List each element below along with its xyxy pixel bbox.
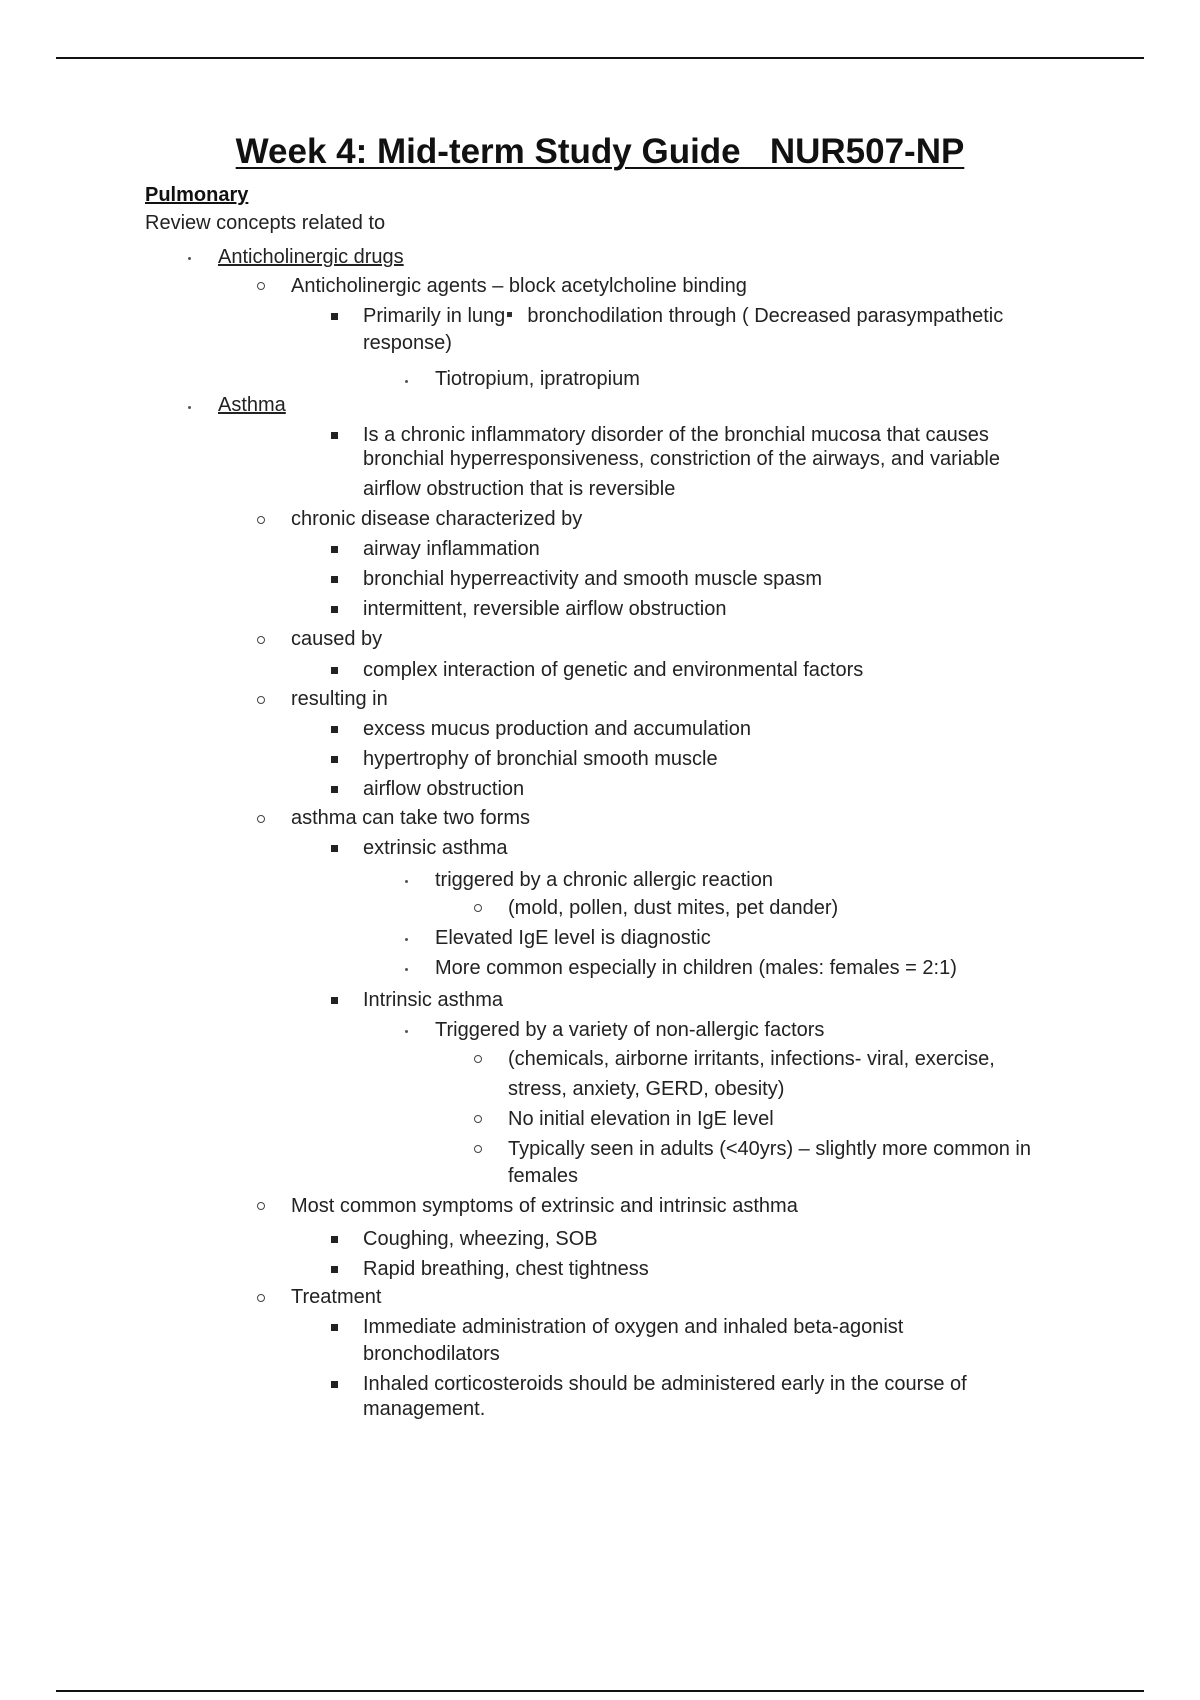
bullet-square — [331, 546, 338, 553]
intrinsic-examples-1: (chemicals, airborne irritants, infections- viral, exercise, — [508, 1048, 995, 1070]
bullet-ring — [474, 1115, 482, 1123]
extrinsic-ige: Elevated IgE level is diagnostic — [435, 927, 711, 949]
bullet-square — [331, 667, 338, 674]
result-item: hypertrophy of bronchial smooth muscle — [363, 748, 718, 770]
extrinsic-label: extrinsic asthma — [363, 837, 508, 859]
resulting-in: resulting in — [291, 688, 388, 710]
bullet-dot — [188, 257, 191, 260]
bullet-ring — [257, 282, 265, 290]
top-rule — [56, 57, 1144, 59]
bullet-square — [331, 576, 338, 583]
bullet-square — [331, 606, 338, 613]
inline-bullet-square — [507, 312, 512, 317]
anticholinergic-lung — [363, 303, 1003, 329]
treatment-item-1-cont: bronchodilators — [363, 1343, 500, 1365]
symptoms-heading: Most common symptoms of extrinsic and intrinsic asthma — [291, 1195, 798, 1217]
symptom-item: Coughing, wheezing, SOB — [363, 1228, 598, 1250]
bullet-ring — [474, 1055, 482, 1063]
bullet-ring — [474, 1145, 482, 1153]
asthma-definition-3: airflow obstruction that is reversible — [363, 478, 676, 500]
bullet-ring — [257, 696, 265, 704]
treatment-item-2: Inhaled corticosteroids should be administered early in the course of — [363, 1373, 967, 1395]
bullet-ring — [257, 815, 265, 823]
characterized-by: chronic disease characterized by — [291, 508, 583, 530]
treatment-heading: Treatment — [291, 1286, 382, 1308]
two-forms: asthma can take two forms — [291, 807, 530, 829]
treatment-item-1: Immediate administration of oxygen and inhaled beta-agonist — [363, 1316, 904, 1338]
char-item: intermittent, reversible airflow obstruction — [363, 598, 727, 620]
bullet-ring — [257, 636, 265, 644]
bullet-dot — [405, 1030, 408, 1033]
bullet-square — [331, 313, 338, 320]
bullet-square — [331, 726, 338, 733]
bullet-square — [331, 1266, 338, 1273]
bullet-square — [331, 786, 338, 793]
bullet-ring — [257, 1294, 265, 1302]
bullet-square — [331, 997, 338, 1004]
result-item: excess mucus production and accumulation — [363, 718, 751, 740]
anticholinergic-heading: Anticholinergic drugs — [218, 246, 404, 268]
extrinsic-common: More common especially in children (males: females = 2:1) — [435, 957, 957, 979]
intrinsic-trigger: Triggered by a variety of non-allergic factors — [435, 1019, 825, 1041]
bullet-dot — [405, 938, 408, 941]
lung-text-b: bronchodilation through ( Decreased parasympathetic — [527, 305, 1004, 327]
char-item: bronchial hyperreactivity and smooth muscle spasm — [363, 568, 823, 590]
bullet-square — [331, 1324, 338, 1331]
intrinsic-label: Intrinsic asthma — [363, 989, 504, 1011]
intrinsic-adults-2: females — [508, 1165, 579, 1187]
intro-text: Review concepts related to — [145, 212, 386, 234]
bullet-dot — [405, 968, 408, 971]
intrinsic-adults-1: Typically seen in adults (<40yrs) – slightly more common in — [508, 1138, 1031, 1160]
anticholinergic-examples: Tiotropium, ipratropium — [435, 368, 640, 390]
anticholinergic-lung-cont: response) — [363, 332, 452, 354]
lung-text-a: Primarily in lung — [363, 305, 506, 327]
bullet-ring — [257, 516, 265, 524]
anticholinergic-agents: Anticholinergic agents – block acetylcholine binding — [291, 275, 747, 297]
result-item: airflow obstruction — [363, 778, 525, 800]
bullet-dot — [405, 380, 408, 383]
intrinsic-ige: No initial elevation in IgE level — [508, 1108, 774, 1130]
bullet-ring — [474, 904, 482, 912]
treatment-item-2-cont: management. — [363, 1398, 486, 1420]
bottom-rule — [56, 1690, 1144, 1692]
bullet-square — [331, 1236, 338, 1243]
page-title: Week 4: Mid-term Study Guide NUR507-NP — [235, 132, 965, 171]
extrinsic-trigger: triggered by a chronic allergic reaction — [435, 869, 773, 891]
asthma-heading: Asthma — [218, 394, 286, 416]
bullet-dot — [188, 406, 191, 409]
bullet-square — [331, 845, 338, 852]
bullet-square — [331, 432, 338, 439]
symptom-item: Rapid breathing, chest tightness — [363, 1258, 649, 1280]
bullet-square — [331, 756, 338, 763]
bullet-square — [331, 1381, 338, 1388]
bullet-dot — [405, 880, 408, 883]
intrinsic-examples-2: stress, anxiety, GERD, obesity) — [508, 1078, 785, 1100]
char-item: airway inflammation — [363, 538, 540, 560]
asthma-definition-2: bronchial hyperresponsiveness, constriction of the airways, and variable — [363, 448, 1001, 470]
cause-item: complex interaction of genetic and environmental factors — [363, 659, 864, 681]
extrinsic-examples: (mold, pollen, dust mites, pet dander) — [508, 897, 839, 919]
caused-by: caused by — [291, 628, 383, 650]
bullet-ring — [257, 1202, 265, 1210]
asthma-definition-1: Is a chronic inflammatory disorder of the bronchial mucosa that causes — [363, 424, 989, 446]
section-title: Pulmonary — [145, 184, 249, 206]
